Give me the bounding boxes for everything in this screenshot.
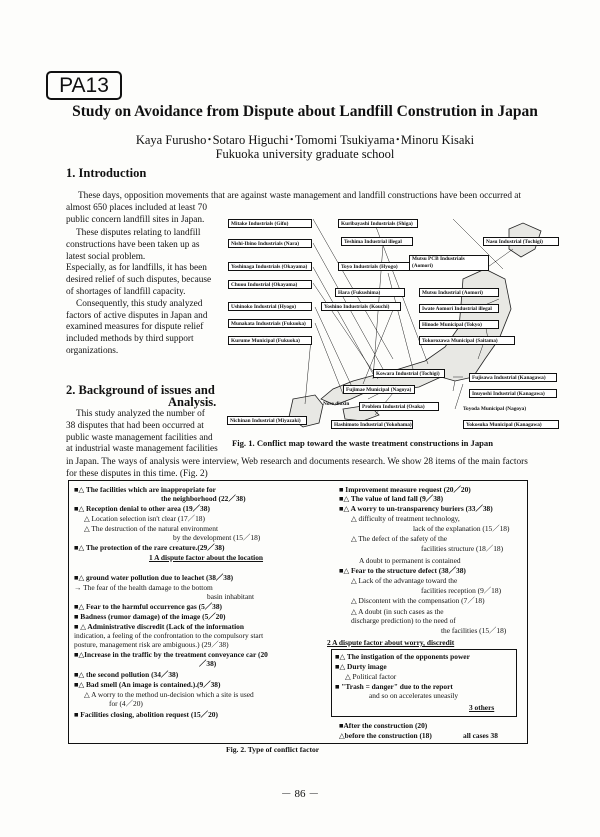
factor-line: posture, management risk are ambiguous.) (29／38): [74, 640, 229, 649]
text-line: latest social problem.: [66, 251, 146, 262]
factor-line: ■△ Fear to the structure defect (38／38): [339, 566, 466, 575]
factor-line: ■△ The value of land fall (9／38): [339, 494, 444, 503]
factor-line: △ The defect of the safety of the: [351, 534, 448, 543]
affiliation: Fukuoka university graduate school: [215, 147, 395, 161]
category-heading: 1 A dispute factor about the location: [149, 553, 264, 562]
section-heading: 2. Background of issues and: [66, 383, 215, 397]
map-label: Problem Industrial (Osaka): [359, 402, 439, 411]
map-label: Nichinan Industrial (Miyazaki): [227, 416, 307, 425]
intro-text: almost 650 places included at least 70: [66, 203, 207, 213]
factor-line: △ A doubt (in such cases as the: [351, 607, 444, 616]
text-line: These disputes relating to landfill: [76, 228, 201, 238]
section-heading: 1. Introduction: [66, 166, 147, 180]
text-line: included methods by third support: [66, 334, 194, 345]
factor-line: lack of the explanation (15／18): [413, 524, 510, 533]
map-label: Iwate Aomori Industrial illegal: [419, 304, 499, 313]
text-line: of shortages of landfill capacity.: [66, 286, 186, 297]
conflict-factor-figure: [68, 480, 528, 744]
factor-line: for (4／20): [109, 699, 143, 708]
map-label: Nasu Industrial (Tochigi): [483, 237, 559, 246]
factor-line: ■△Increase in the traffic by the treatment conveyance car (20: [74, 650, 268, 659]
category-heading: 3 others: [469, 703, 495, 712]
factor-line: and so on accelerates uneasily: [369, 691, 459, 700]
factor-line: ■△ The instigation of the opponents power: [335, 652, 470, 661]
legend-line: △before the construction (18): [339, 731, 432, 740]
factor-line: facilities reception (9／18): [421, 586, 502, 595]
map-label: Hashimoto Industrial (Yokohama): [331, 420, 413, 429]
text-line: organizations.: [66, 345, 119, 356]
page-number: － 86 －: [280, 788, 320, 800]
text-line: This study analyzed the number of: [76, 409, 205, 419]
intro-text: These days, opposition movements that are against waste management and landfill constructions have been occurred at: [78, 191, 522, 201]
map-label: Fujimae Municipal (Nagoya): [343, 385, 415, 394]
factor-line: the neighborhood (22／38): [161, 494, 246, 503]
intro-paragraph: [66, 228, 226, 358]
factor-line: △ A worry to the method un-decision which a site is used: [84, 690, 254, 699]
text-line: Consequently, this study analyzed: [76, 298, 203, 309]
map-label: Mitake Industrials (Gifu): [228, 219, 312, 228]
map-label: Tokorozawa Municipal (Saitama): [419, 336, 515, 345]
background-text: for these disputes in this time. (Fig. 2): [66, 469, 208, 479]
figure-2-caption: Fig. 2. Type of conflict factor: [226, 745, 320, 754]
factor-line: indication, a feeling of the confrontation to the compulsory start: [74, 631, 264, 640]
map-label: Mutsu Industrial (Aomori): [419, 288, 499, 297]
figure-1-caption: Fig. 1. Conflict map toward the waste treatment constructions in Japan: [232, 438, 493, 448]
map-label: Toyoda Municipal (Nagoya): [463, 406, 527, 412]
factor-line: △ Lack of the advantage toward the: [351, 576, 458, 585]
map-label: Fujisawa Industrial (Kanagawa): [469, 373, 557, 382]
text-line: 38 disputes that had been occurred at: [66, 420, 204, 431]
factor-line: → The fear of the health damage to the bottom: [74, 583, 213, 592]
factor-line: facilities structure (18／18): [421, 544, 504, 553]
factor-line: ■△ Durty image: [335, 662, 387, 671]
legend-line: ■After the construction (20): [339, 721, 428, 730]
background-text: in Japan. The ways of analysis were interview, Web research and documents research. We show 28 items of the main factors: [66, 457, 528, 467]
factor-line: ■△ Bad smell (An image is contained.).(9／38): [74, 680, 221, 689]
map-label: Ushinoko Industrial (Hyogo): [228, 302, 312, 311]
factor-line: ■△ Fear to the harmful occurrence gas (5／38): [74, 602, 223, 611]
section-heading: Analysis.: [168, 395, 217, 409]
map-label: Yoshino Industrials (Kouchi): [321, 302, 401, 311]
legend-line: all cases 38: [463, 731, 498, 740]
poster-id-badge: PA13: [46, 71, 122, 100]
factor-line: ■ Improvement measure request (20／20): [339, 485, 471, 494]
conflict-map-figure: [223, 209, 563, 429]
text-line: factors of active disputes in Japan and: [66, 310, 208, 321]
factor-line: ■△ A worry to un-transparency buriers (33／38): [339, 504, 493, 513]
map-label: Nishi-Ibino Industrials (Nara): [228, 239, 312, 248]
factor-line: ■ "Trash = danger" due to the report: [335, 682, 453, 691]
text-line: public waste management facilities and: [66, 432, 213, 443]
map-label: Yokosuka Municipal (Kanagawa): [463, 420, 559, 429]
text-line: at industrial waste management facilities: [66, 444, 218, 455]
factor-line: ■ Facilities closing, abolition request (15／20): [74, 710, 218, 719]
factor-line: A doubt to permanent is contained: [359, 556, 461, 565]
factor-line: basin inhabitant: [207, 592, 255, 601]
intro-text: public concern landfill sites in Japan.: [66, 215, 205, 225]
map-label: Kowara Industrial (Tochigi): [373, 369, 445, 378]
factor-line: △ The destruction of the natural environment: [84, 524, 219, 533]
factor-line: ■ Badness (rumor damage) of the image (5／20): [74, 612, 226, 621]
factor-line: △ Discontent with the compensation (7／18): [351, 596, 485, 605]
map-label: Mutsu PCB Industrials (Aomori): [409, 255, 489, 271]
map-label: Teshima Industrial illegal: [341, 237, 413, 246]
text-line: constructions have been taken up as: [66, 239, 200, 250]
factor-line: the facilities (15／18): [441, 626, 507, 635]
factor-line: △ difficulty of treatment technology,: [351, 514, 460, 523]
category-heading: 2 A dispute factor about worry, discredit: [327, 638, 455, 647]
map-label: Hinode Municipal (Tokyo): [419, 320, 499, 329]
map-label: Kurume Municipal (Fukuoka): [228, 336, 312, 345]
factor-line: ■△ The protection of the rare creature.(29／38): [74, 543, 225, 552]
map-label: Nose dioxin: [323, 401, 350, 407]
factor-line: ■ △ Administrative discredit (Lack of the information: [74, 622, 244, 631]
factor-line: ／38): [199, 659, 217, 668]
map-label: Hara (Fukushima): [335, 288, 405, 297]
text-line: desired relief of such disputes, because: [66, 275, 212, 286]
map-label: Munakata Industrials (Fukuoka): [228, 319, 312, 328]
factor-line: ■△ the second pollution (34／38): [74, 670, 179, 679]
map-label: Yoshinaga Industrials (Okayama): [228, 262, 312, 271]
factor-line: ■△ ground water pollution due to leachet (38／38): [74, 573, 234, 582]
map-label: Chuou Industrial (Okayama): [228, 280, 312, 289]
map-label: Toyo Industrials (Hyogo): [338, 262, 410, 271]
factor-line: discharge prediction) to the need of: [351, 616, 456, 625]
text-line: Especially, as for landfills, it has been: [66, 263, 207, 274]
map-label: Kuribayashi Industrials (Shiga): [338, 219, 418, 228]
map-label: Inuyoshi Industrial (Kanagawa): [469, 389, 557, 398]
factor-line: ■△ Reception denial to other area (19／38): [74, 504, 210, 513]
paper-title: Study on Avoidance from Dispute about Landfill Constrution in Japan: [72, 103, 538, 120]
factor-line: △ Location selection isn't clear (17／18): [84, 514, 205, 523]
text-line: examined measures for dispute relief: [66, 322, 204, 333]
background-text: [66, 409, 236, 456]
factor-line: by the development (15／18): [173, 533, 261, 542]
factor-line: △ Political factor: [345, 672, 397, 681]
authors: Kaya Furusho･Sotaro Higuchi･Tomomi Tsukiyama･Minoru Kisaki: [135, 133, 475, 147]
factor-line: ■△ The facilities which are inappropriate for: [74, 485, 216, 494]
